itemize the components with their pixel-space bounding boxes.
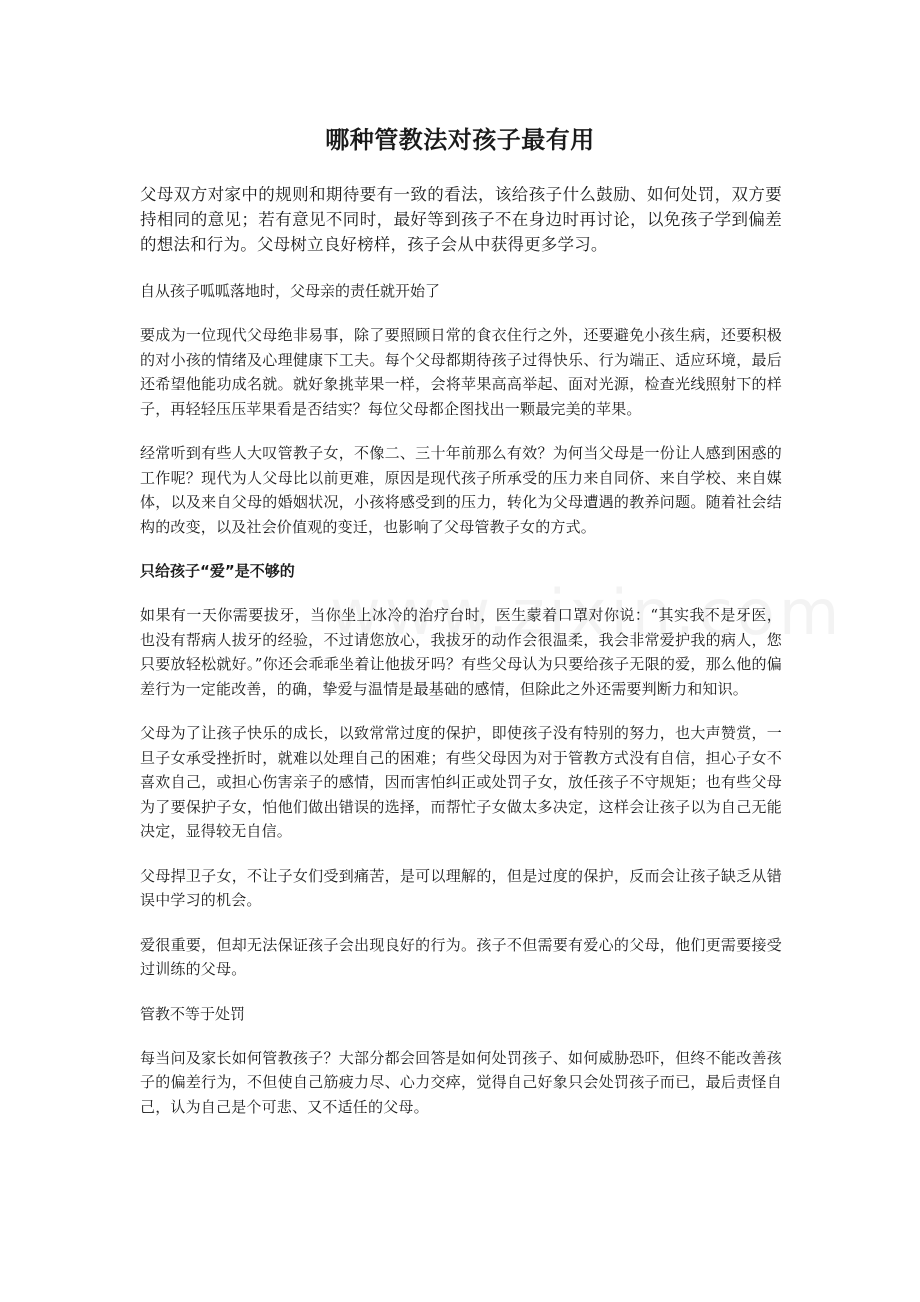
document-body [140, 182, 782, 1139]
body-paragraph: 要成为一位现代父母绝非易事，除了要照顾日常的食衣住行之外，还要避免小孩生病，还要积极的对小孩的情绪及心理健康下工夫。每个父母都期待孩子过得快乐、行为端正、适应环境，最后还希望他能功成名就。就好象挑苹果一样，会将苹果高高举起、面对光源，检查光线照射下的样子，再轻轻压压苹果看是否结实？每位父母都企图找出一颗最完美的苹果。 [140, 326, 782, 418]
bold-section-heading: 只给孩子“爱”是不够的 [140, 562, 295, 580]
body-paragraph: 如果有一天你需要拔牙，当你坐上冰冷的治疗台时，医生蒙着口罩对你说：“其实我不是牙医，也没有帮病人拔牙的经验，不过请您放心，我拔牙的动作会很温柔，我会非常爱护我的病人，您只要放轻松就好。”你还会乖乖坐着让他拔牙吗？有些父母认为只要给孩子无限的爱，那么他的偏差行为一定能改善，的确，挚爱与温情是最基础的感情，但除此之外还需要判断力和知识。 [140, 606, 782, 698]
section-heading: 管教不等于处罚 [140, 1004, 246, 1023]
intro-paragraph: 父母双方对家中的规则和期待要有一致的看法，该给孩子什么鼓励、如何处罚，双方要持相同的意见；若有意见不同时，最好等到孩子不在身边时再讨论，以免孩子学到偏差的想法和行为。父母树立良好榜样，孩子会从中获得更多学习。 [140, 185, 782, 254]
section-heading: 自从孩子呱呱落地时，父母亲的责任就开始了 [140, 282, 441, 300]
body-paragraph: 父母捍卫子女，不让子女们受到痛苦，是可以理解的，但是过度的保护，反而会让孩子缺乏从错误中学习的机会。 [140, 866, 782, 909]
body-paragraph: 每当问及家长如何管教孩子？大部分都会回答是如何处罚孩子、如何威胁恐吓，但终不能改善孩子的偏差行为，不但使自己筋疲力尽、心力交瘁，觉得自己好象只会处罚孩子而已，最后责怪自己，认为自己是个可悲、又不适任的父母。 [140, 1048, 782, 1116]
document-title: 哪种管教法对孩子最有用 [325, 126, 595, 154]
body-paragraph: 父母为了让孩子快乐的成长，以致常常过度的保护，即使孩子没有特别的努力，也大声赞赏，一旦子女承受挫折时，就难以处理自己的困难；有些父母因为对于管教方式没有自信，担心子女不喜欢自己，或担心伤害亲子的感情，因而害怕纠正或处罚子女，放任孩子不守规矩；也有些父母为了要保护子女，怕他们做出错误的选择，而帮忙子女做太多决定，这样会让孩子以为自己无能决定，显得较无自信。 [140, 724, 782, 840]
body-paragraph: 经常听到有些人大叹管教子女，不像二、三十年前那么有效？为何当父母是一份让人感到困惑的工作呢？现代为人父母比以前更难，原因是现代孩子所承受的压力来自同侪、来自学校、来自媒体，以及来自父母的婚姻状况，小孩将感受到的压力，转化为父母遭遇的教养问题。随着社会结构的改变，以及社会价值观的变迁，也影响了父母管教子女的方式。 [140, 444, 782, 536]
body-paragraph: 爱很重要，但却无法保证孩子会出现良好的行为。孩子不但需要有爱心的父母，他们更需要接受过训练的父母。 [140, 935, 782, 978]
